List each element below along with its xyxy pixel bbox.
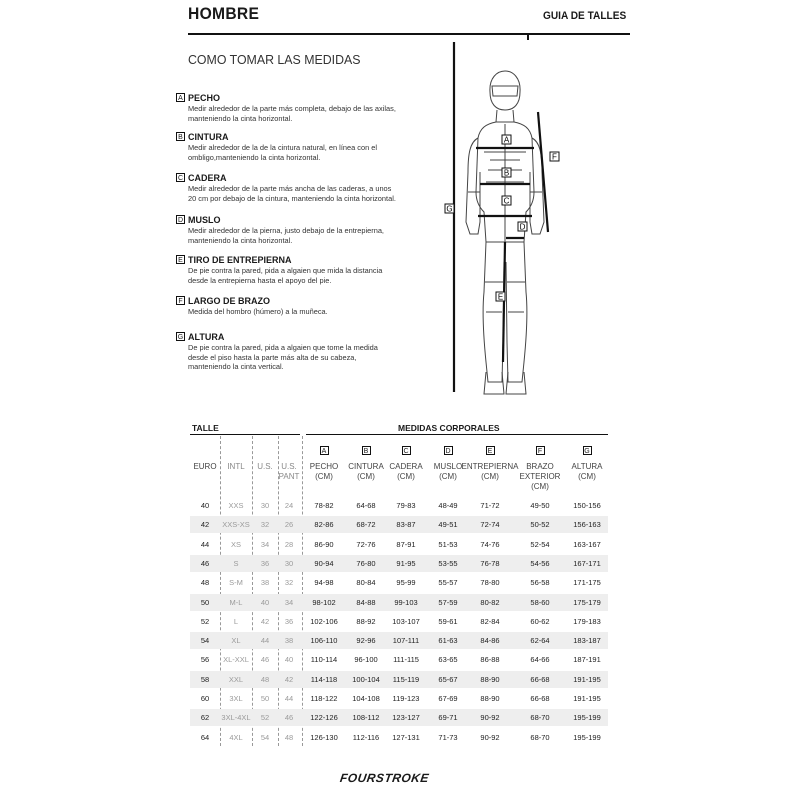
size-col-header-sub: PANT — [278, 472, 300, 481]
figure-label-c: C — [503, 196, 510, 206]
table-cell: 38 — [284, 636, 294, 646]
table-cell: 26 — [284, 520, 294, 530]
measure-item-description: Medida del hombro (húmero) a la muñeca. — [188, 307, 328, 316]
measure-item-title: LARGO DE BRAZO — [188, 295, 270, 306]
table-cell: 24 — [284, 501, 294, 510]
measure-col-header: CINTURA — [348, 462, 384, 471]
figure-label-a: A — [503, 135, 510, 145]
table-cell: 65-67 — [438, 674, 458, 684]
table-cell: 86-90 — [314, 539, 334, 549]
guide-title: GUIA DE TALLES — [543, 10, 627, 22]
table-cell: 88-90 — [480, 694, 500, 703]
measure-col-header: ALTURA — [571, 462, 603, 471]
table-cell: 84-88 — [356, 597, 376, 607]
measure-item-heading — [176, 131, 426, 142]
table-cell: 52-54 — [530, 539, 550, 549]
table-cell: 55-57 — [438, 578, 458, 588]
table-cell: 175-179 — [573, 597, 601, 607]
table-cell: 150-156 — [573, 501, 601, 510]
figure-label-e: E — [497, 292, 504, 302]
table-cell: 50 — [260, 694, 270, 703]
measure-col-header: BRAZO — [526, 462, 554, 471]
figure-label-g: G — [446, 204, 453, 214]
measure-item-title: MUSLO — [188, 214, 221, 225]
medidas-rule — [306, 434, 608, 435]
table-cell: 34 — [284, 597, 294, 607]
table-row — [190, 729, 608, 746]
table-cell: XXL — [228, 674, 244, 684]
table-cell: 54-56 — [530, 558, 550, 568]
table-cell: 68-70 — [530, 732, 550, 742]
table-cell: 58 — [200, 674, 210, 684]
table-cell: 88-92 — [356, 616, 376, 626]
body-figure — [440, 42, 570, 404]
table-cell: L — [233, 616, 239, 626]
table-cell: 71-72 — [480, 501, 500, 510]
table-cell: 126-130 — [310, 732, 338, 742]
table-cell: S — [233, 558, 239, 568]
table-cell: 90-94 — [314, 558, 334, 568]
table-cell: 3XL-4XL — [221, 713, 251, 723]
table-cell: 103-107 — [392, 616, 420, 626]
table-cell: 36 — [260, 558, 270, 568]
table-cell: 62-64 — [530, 636, 550, 646]
table-cell: 46 — [260, 655, 270, 665]
table-cell: 102-106 — [310, 616, 338, 626]
table-cell: 49-50 — [530, 501, 550, 510]
table-cell: 79-83 — [396, 501, 416, 510]
measure-item — [176, 172, 426, 203]
table-cell: 50-52 — [530, 520, 550, 530]
table-cell: 84-86 — [480, 636, 500, 646]
table-cell: XXS-XS — [222, 520, 250, 530]
table-cell: 71-73 — [438, 732, 458, 742]
table-row — [190, 690, 608, 707]
table-cell: 54 — [260, 732, 270, 742]
table-cell: 74-76 — [480, 539, 500, 549]
measure-item — [176, 254, 426, 285]
table-cell: 95-99 — [396, 578, 416, 588]
table-cell: 92-96 — [356, 636, 376, 646]
table-cell: 115-119 — [392, 674, 420, 684]
table-cell: 40 — [200, 501, 210, 510]
measure-item-title: PECHO — [188, 92, 221, 103]
table-cell: 82-84 — [480, 616, 500, 626]
table-cell: 59-61 — [438, 616, 458, 626]
measure-col-header: CADERA — [389, 462, 423, 471]
table-cell: 68-70 — [530, 713, 550, 723]
measure-item-heading — [176, 331, 426, 342]
table-cell: 56-58 — [530, 578, 550, 588]
table-cell: 38 — [260, 578, 270, 588]
table-cell: 91-95 — [396, 558, 416, 568]
table-cell: 80-84 — [356, 578, 376, 588]
table-cell: 40 — [260, 597, 270, 607]
figure-label-d: D — [519, 222, 526, 232]
measure-item-heading — [176, 172, 426, 183]
table-cell: 167-171 — [573, 558, 601, 568]
table-row — [190, 574, 608, 591]
table-cell: 119-123 — [392, 694, 420, 703]
table-cell: 49-51 — [438, 520, 458, 530]
measure-item-description: Medir alrededor de la de la cintura natural, en línea con el ombligo,manteniendo la cinta horizontal. — [188, 143, 377, 162]
table-cell: 42 — [284, 674, 294, 684]
measure-letter-badge: E — [176, 255, 185, 264]
table-cell: 171-175 — [573, 578, 601, 588]
table-cell: XL-XXL — [223, 655, 249, 665]
table-cell: 87-91 — [396, 539, 416, 549]
measure-item-title: CADERA — [188, 172, 227, 183]
header-rule — [188, 33, 630, 35]
size-col-header: U.S. — [257, 462, 273, 471]
table-cell: 111-115 — [393, 655, 419, 665]
table-cell: 118-122 — [310, 694, 338, 703]
table-cell: 57-59 — [438, 597, 458, 607]
measure-col-header: MUSLO — [433, 462, 463, 471]
table-row — [190, 555, 608, 572]
table-cell: 48 — [284, 732, 294, 742]
measure-item — [176, 295, 426, 317]
table-cell: 62 — [200, 713, 210, 723]
table-cell: 63-65 — [438, 655, 458, 665]
measure-item-heading — [176, 295, 426, 306]
table-cell: 68-72 — [356, 520, 376, 530]
table-cell: 66-68 — [530, 674, 550, 684]
size-col-header: U.S. — [281, 462, 297, 471]
col-letter-badge: F — [536, 446, 545, 455]
col-letter-badge: A — [320, 446, 329, 455]
table-row — [190, 516, 608, 533]
header-rule-tick — [527, 33, 529, 40]
table-cell: 156-163 — [573, 520, 601, 530]
table-cell: 44 — [200, 539, 210, 549]
size-col-header: INTL — [227, 462, 245, 471]
table-cell: 108-112 — [352, 713, 380, 723]
table-cell: 187-191 — [573, 655, 601, 665]
table-cell: 51-53 — [438, 539, 458, 549]
table-cell: 50 — [200, 597, 210, 607]
table-cell: 96-100 — [354, 655, 378, 665]
measure-item-heading — [176, 254, 426, 265]
table-cell: 64 — [200, 732, 210, 742]
table-cell: 61-63 — [438, 636, 458, 646]
table-row — [190, 536, 608, 553]
table-cell: 42 — [260, 616, 270, 626]
table-cell: 42 — [200, 520, 210, 530]
measure-item — [176, 92, 426, 123]
measure-letter-badge: F — [176, 296, 185, 305]
table-cell: 76-78 — [480, 558, 500, 568]
table-cell: 48-49 — [438, 501, 458, 510]
measure-col-header: ENTREPIERNA — [461, 462, 519, 471]
table-cell: 69-71 — [438, 713, 458, 723]
measure-col-header-sub: (CM) — [357, 472, 375, 481]
measure-item-title: ALTURA — [188, 331, 225, 342]
table-cell: 83-87 — [396, 520, 416, 530]
measure-letter-badge: C — [177, 175, 184, 182]
table-cell: 122-126 — [310, 713, 338, 723]
table-cell: XS — [230, 539, 241, 549]
table-cell: 52 — [260, 713, 270, 723]
measure-col-header-sub: EXTERIOR — [519, 472, 561, 481]
col-letter-badge: B — [362, 446, 371, 455]
table-cell: 64-68 — [356, 501, 376, 510]
figure-label-b: B — [503, 168, 510, 178]
table-row — [190, 651, 608, 668]
table-cell: 52 — [200, 616, 210, 626]
table-cell: 34 — [260, 539, 270, 549]
table-cell: XXS — [228, 501, 244, 510]
table-cell: 3XL — [229, 694, 243, 703]
table-cell: 191-195 — [573, 674, 601, 684]
table-cell: 90-92 — [480, 732, 500, 742]
table-cell: 44 — [260, 636, 270, 646]
table-cell: 60-62 — [530, 616, 550, 626]
table-cell: 72-76 — [356, 539, 376, 549]
table-cell: 104-108 — [352, 694, 380, 703]
table-row — [190, 632, 608, 649]
table-cell: 56 — [200, 655, 210, 665]
col-letter-badge: G — [584, 448, 590, 455]
table-cell: 28 — [284, 539, 294, 549]
measure-letter-badge: A — [176, 93, 185, 102]
col-letter-badge: C — [403, 448, 409, 455]
measure-letter-badge: B — [176, 132, 185, 141]
table-cell: 94-98 — [314, 578, 334, 588]
table-cell: 110-114 — [310, 655, 338, 665]
table-cell: 114-118 — [310, 674, 338, 684]
table-cell: 100-104 — [352, 674, 380, 684]
table-cell: 106-110 — [310, 636, 338, 646]
table-cell: 46 — [200, 558, 210, 568]
table-cell: XL — [231, 636, 241, 646]
table-cell: 72-74 — [480, 520, 500, 530]
brand-logo: FOURSTROKE — [339, 771, 430, 785]
table-cell: 53-55 — [438, 558, 458, 568]
measure-item-description: Medir alrededor de la parte más ancha de las caderas, a unos 20 cm por debajo de la cintura, manteniendo la cinta horizontal. — [188, 184, 396, 203]
table-cell: 36 — [284, 616, 294, 626]
how-to-measure-title: COMO TOMAR LAS MEDIDAS — [188, 52, 361, 67]
measure-letter-badge: G — [177, 334, 184, 341]
table-cell: 123-127 — [392, 713, 420, 723]
table-cell: 86-88 — [480, 655, 500, 665]
table-cell: 66-68 — [530, 694, 550, 703]
table-cell: 195-199 — [573, 732, 601, 742]
table-cell: 88-90 — [480, 674, 500, 684]
measure-item-heading — [176, 214, 426, 225]
table-cell: 179-183 — [573, 616, 601, 626]
measure-col-header-sub: (CM) — [315, 472, 333, 481]
table-cell: 76-80 — [356, 558, 376, 568]
size-col-header: EURO — [193, 462, 217, 471]
measure-letter-badge: D — [177, 217, 184, 224]
table-cell: 78-82 — [314, 501, 334, 510]
table-cell: 80-82 — [480, 597, 500, 607]
table-cell: 46 — [284, 713, 294, 723]
measure-item — [176, 331, 426, 372]
measure-item-description: Medir alrededor de la pierna, justo debajo de la entrepierna, manteniendo la cinta horizontal. — [188, 226, 384, 245]
table-cell: 99-103 — [394, 597, 418, 607]
table-cell: S-M — [229, 578, 243, 588]
table-cell: 183-187 — [573, 636, 601, 646]
table-cell: 82-86 — [314, 520, 334, 530]
table-cell: 32 — [284, 578, 294, 588]
table-cell: 64-66 — [530, 655, 550, 665]
medidas-header: MEDIDAS CORPORALES — [398, 423, 500, 433]
measure-col-header-sub: (CM) — [439, 472, 457, 481]
table-cell: 90-92 — [480, 713, 500, 723]
table-cell: 191-195 — [573, 694, 601, 703]
table-cell: 78-80 — [480, 578, 500, 588]
table-cell: 30 — [284, 558, 294, 568]
measure-col-header-sub: (CM) — [397, 472, 415, 481]
table-cell: 112-116 — [352, 732, 380, 742]
table-cell: M-L — [229, 597, 243, 607]
measure-item-title: TIRO DE ENTREPIERNA — [188, 254, 292, 265]
talle-header: TALLE — [192, 423, 219, 433]
table-row — [190, 671, 608, 688]
table-cell: 58-60 — [530, 597, 550, 607]
measure-item-description: De pie contra la pared, pida a algaien que tome la medida desde el piso hasta la parte más alta de su cabeza, manteniendo la cinta vertical. — [188, 343, 378, 372]
table-cell: 98-102 — [312, 597, 336, 607]
measure-item — [176, 131, 426, 162]
measure-col-header: PECHO — [309, 462, 339, 471]
table-cell: 30 — [260, 501, 270, 510]
measure-col-header-sub2: (CM) — [531, 482, 549, 491]
table-cell: 4XL — [229, 732, 243, 742]
table-cell: 48 — [200, 578, 210, 588]
table-cell: 163-167 — [573, 539, 601, 549]
col-letter-badge: D — [445, 448, 451, 455]
table-cell: 195-199 — [573, 713, 601, 723]
table-row — [190, 709, 608, 726]
table-cell: 67-69 — [438, 694, 458, 703]
table-row — [190, 594, 608, 611]
measure-item — [176, 214, 426, 245]
measure-item-heading — [176, 92, 426, 103]
table-cell: 44 — [284, 694, 294, 703]
table-row — [190, 497, 608, 514]
table-cell: 107-111 — [392, 636, 420, 646]
table-cell: 48 — [260, 674, 270, 684]
measure-col-header-sub: (CM) — [481, 472, 499, 481]
figure-label-f: F — [552, 152, 557, 162]
col-letter-badge: E — [486, 446, 495, 455]
table-cell: 54 — [200, 636, 210, 646]
table-cell: 60 — [200, 694, 210, 703]
measure-item-title: CINTURA — [188, 131, 229, 142]
table-cell: 127-131 — [392, 732, 420, 742]
page-title: HOMBRE — [188, 4, 260, 23]
measure-col-header-sub: (CM) — [578, 472, 596, 481]
table-cell: 32 — [260, 520, 270, 530]
talle-rule — [190, 434, 300, 435]
measure-item-description: Medir alrededor de la parte más completa, debajo de las axilas, manteniendo la cinta horizontal. — [188, 104, 396, 123]
measure-item-description: De pie contra la pared, pida a algaien que mida la distancia desde la entrepierna hasta el apoyo del pie. — [188, 266, 383, 285]
table-cell: 40 — [284, 655, 294, 665]
table-row — [190, 613, 608, 630]
